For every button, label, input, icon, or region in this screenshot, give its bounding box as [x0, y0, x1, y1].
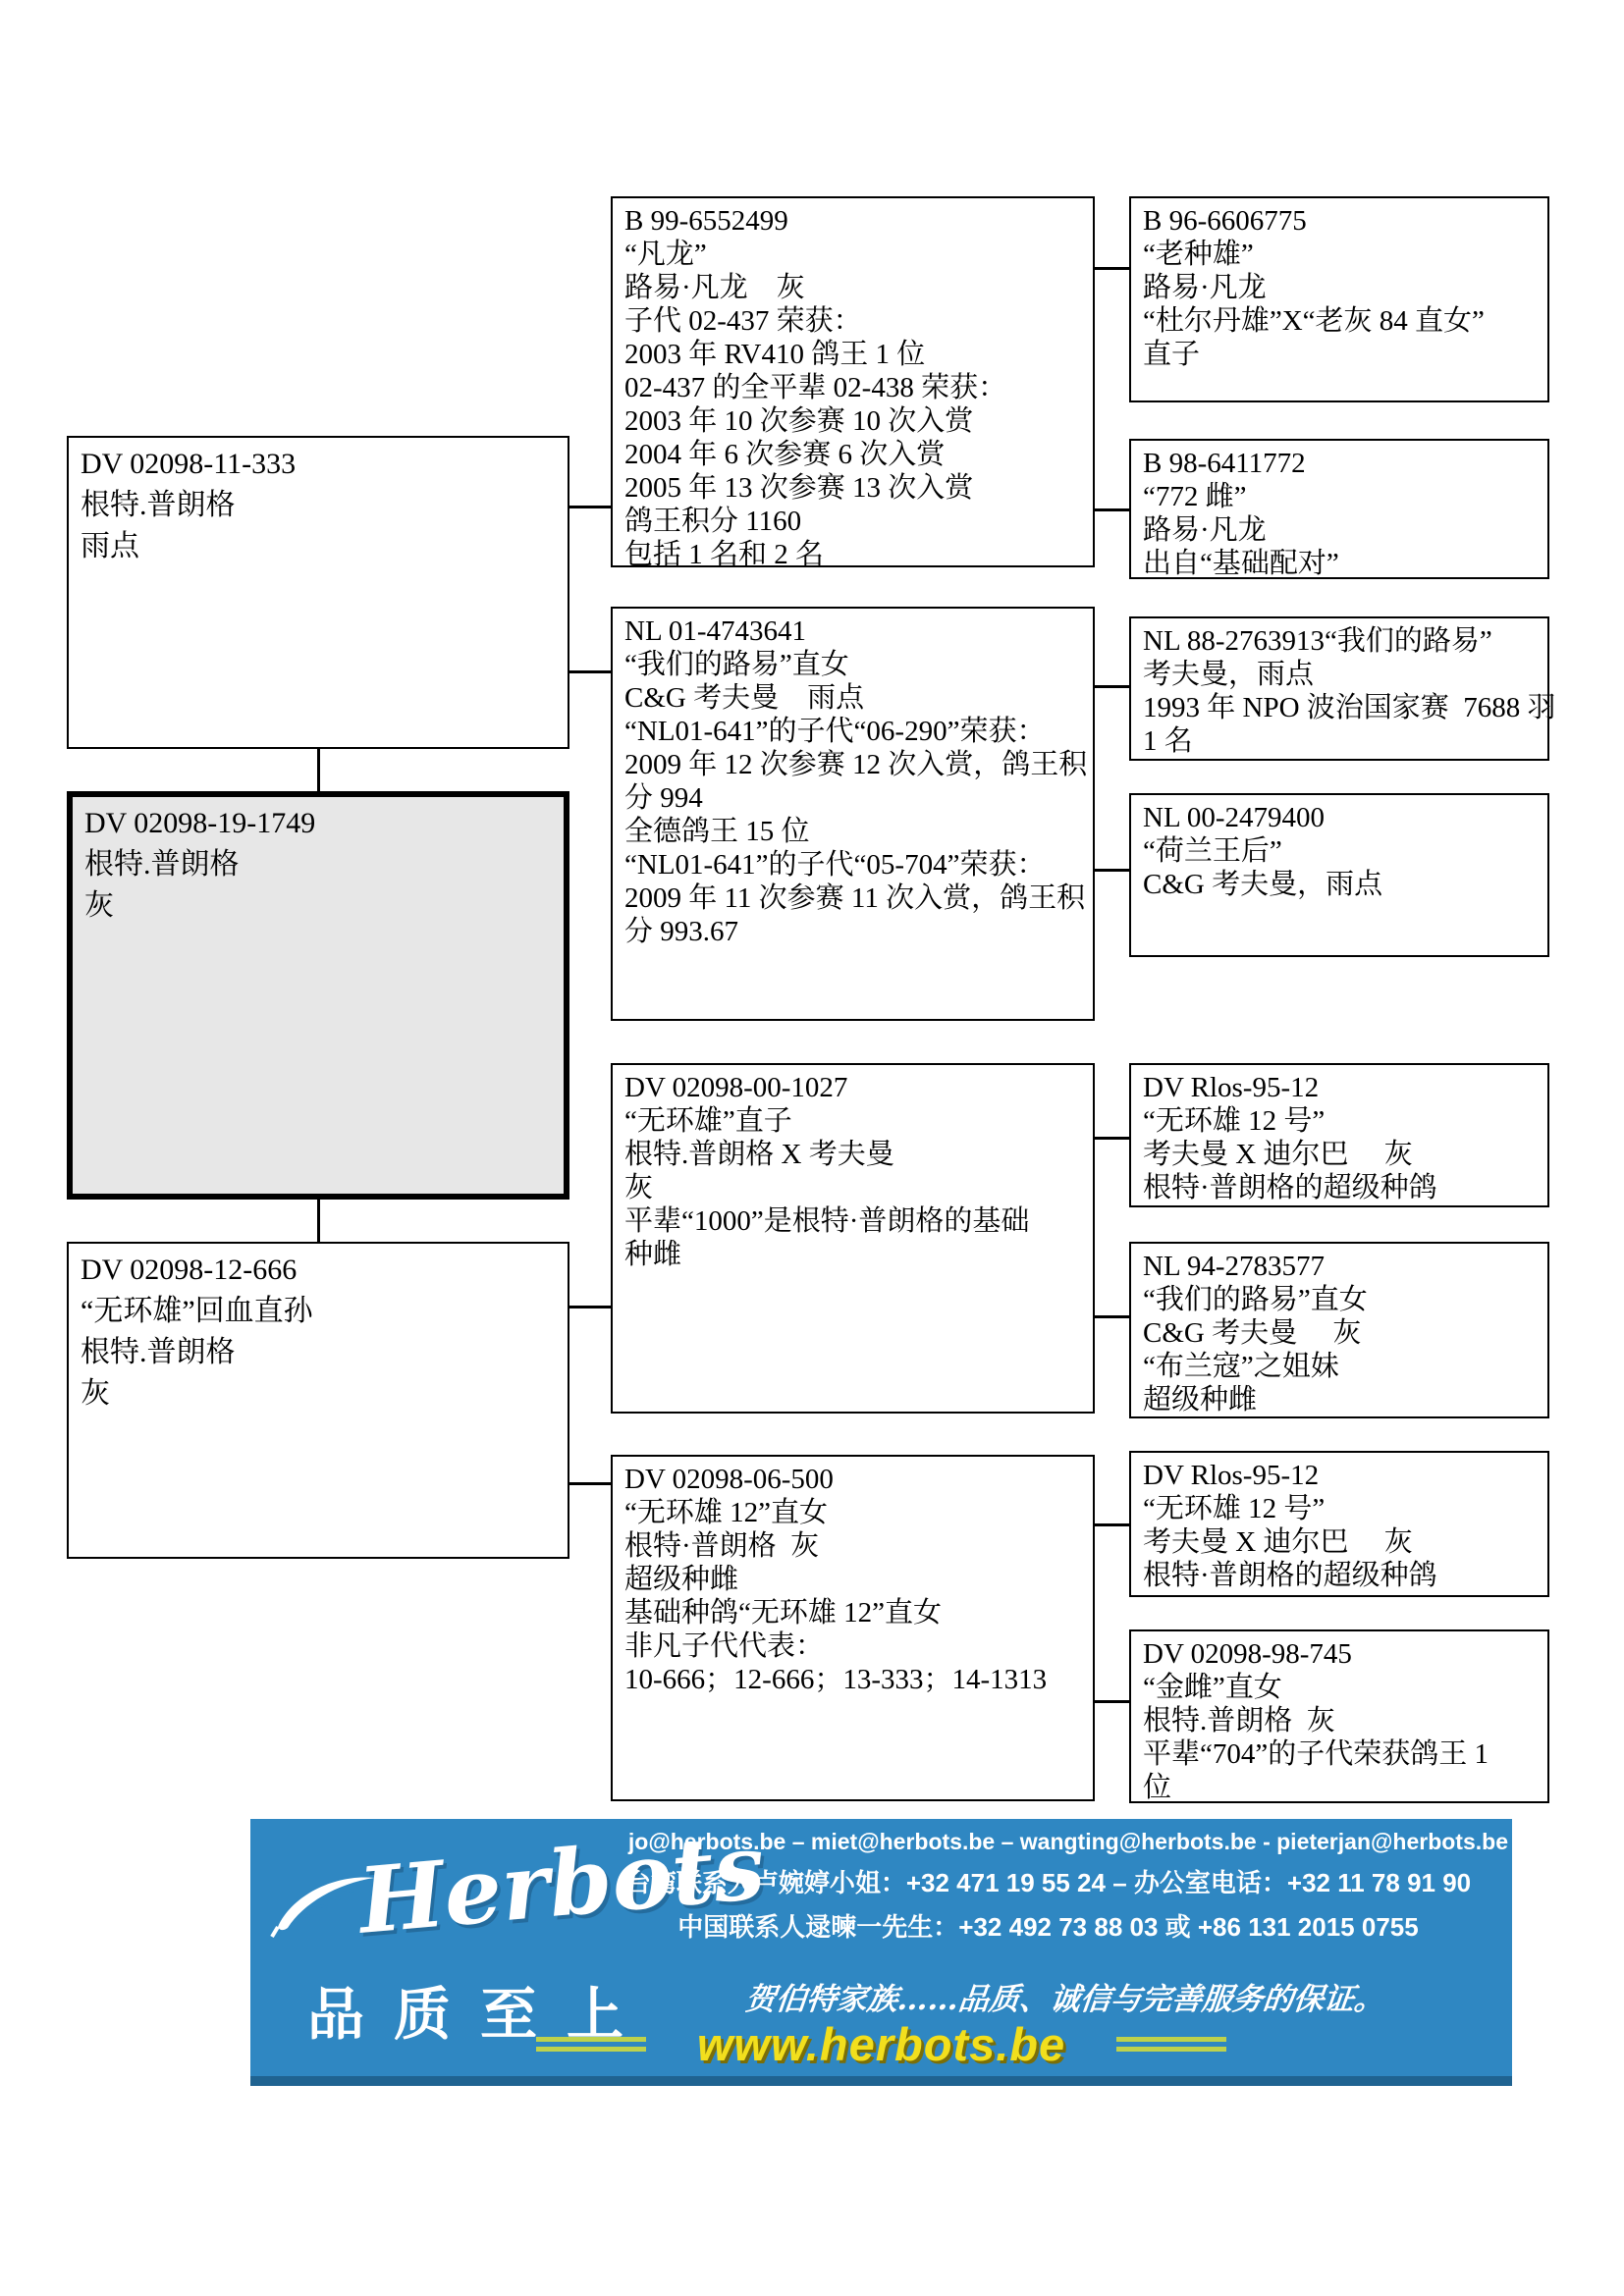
- box-line: 路易·凡龙 灰: [624, 272, 805, 303]
- box-line: 根特·普朗格的超级种鸽: [1143, 1172, 1437, 1203]
- box-line: 分 994: [624, 782, 703, 814]
- box-line: B 96-6606775: [1143, 205, 1307, 237]
- box-line: DV Rlos-95-12: [1143, 1460, 1320, 1491]
- box-line: 非凡子代代表：: [624, 1630, 825, 1662]
- box-paternal-granddam: [611, 607, 1095, 1021]
- connector-line: [1095, 685, 1129, 688]
- box-line: 雨点: [81, 530, 139, 562]
- box-great-grandparent-8: [1129, 1629, 1549, 1803]
- family-slogan: 贺伯特家族……品质、诚信与完善服务的保证。: [743, 1982, 1387, 2017]
- connector-line: [1095, 508, 1129, 511]
- box-line: 2004 年 6 次参赛 6 次入赏: [624, 439, 946, 470]
- website-row: [250, 2017, 1512, 2071]
- box-line: “凡龙”: [624, 239, 707, 270]
- box-line: 1993 年 NPO 波治国家赛 7688 羽: [1143, 692, 1556, 723]
- box-subject: [67, 791, 569, 1200]
- box-line: 根特·普朗格的超级种鸽: [1143, 1560, 1437, 1591]
- box-line: “无环雄 12 号”: [1143, 1105, 1326, 1137]
- box-line: “荷兰王后”: [1143, 835, 1282, 867]
- box-line: 根特.普朗格: [81, 489, 236, 521]
- box-line: 位: [1143, 1772, 1172, 1803]
- box-line: 出自“基础配对”: [1143, 548, 1339, 579]
- box-line: 根特.普朗格 灰: [1143, 1705, 1335, 1736]
- box-line: NL 01-4743641: [624, 615, 806, 647]
- box-great-grandparent-2: [1129, 439, 1549, 579]
- box-maternal-granddam: [611, 1455, 1095, 1801]
- box-line: 鸽王积分 1160: [624, 506, 802, 537]
- connector-line: [1095, 1315, 1129, 1318]
- box-line: 考夫曼 X 迪尔巴 灰: [1143, 1526, 1413, 1558]
- box-line: “无环雄 12 号”: [1143, 1493, 1326, 1524]
- box-line: NL 94-2783577: [1143, 1251, 1325, 1282]
- box-line: “NL01-641”的子代“06-290”荣获：: [624, 716, 1046, 747]
- connector-line: [569, 1306, 611, 1308]
- connector-line: [569, 1482, 611, 1485]
- box-line: 02-437 的全平辈 02-438 荣获：: [624, 372, 1007, 403]
- box-line: 全德鸽王 15 位: [624, 816, 810, 847]
- box-line: C&G 考夫曼 雨点: [624, 682, 865, 714]
- contact-taiwan: 台湾联系人卢婉婷小姐：+32 471 19 55 24 – 办公室电话：+32 11 78 91 90: [624, 1868, 1472, 1897]
- box-line: DV 02098-00-1027: [624, 1072, 848, 1103]
- box-line: 路易·凡龙: [1143, 514, 1267, 546]
- box-line: 平辈“704”的子代荣获鸽王 1: [1143, 1738, 1489, 1770]
- box-line: NL 00-2479400: [1143, 802, 1325, 833]
- box-line: “布兰寇”之姐妹: [1143, 1351, 1339, 1382]
- connector-line: [569, 670, 611, 673]
- box-line: 灰: [624, 1172, 654, 1203]
- box-great-grandparent-7: [1129, 1451, 1549, 1597]
- box-line: 路易·凡龙: [1143, 272, 1267, 303]
- box-dam: [67, 1242, 569, 1559]
- connector-line: [317, 1200, 320, 1242]
- box-line: 直子: [1143, 339, 1201, 370]
- box-line: 基础种鸽“无环雄 12”直女: [624, 1597, 942, 1629]
- connector-line: [1095, 869, 1129, 872]
- box-line: DV Rlos-95-12: [1143, 1072, 1320, 1103]
- box-line: 根特.普朗格 X 考夫曼: [624, 1139, 894, 1170]
- box-line: C&G 考夫曼，雨点: [1143, 869, 1383, 900]
- box-line: DV 02098-12-666: [81, 1254, 298, 1286]
- box-line: “NL01-641”的子代“05-704”荣获：: [624, 849, 1046, 881]
- box-line: “金雌”直女: [1143, 1672, 1282, 1703]
- box-line: “杜尔丹雄”X“老灰 84 直女”: [1143, 305, 1485, 337]
- box-line: 1 名: [1143, 725, 1193, 757]
- box-great-grandparent-4: [1129, 793, 1549, 957]
- box-line: DV 02098-06-500: [624, 1464, 834, 1495]
- website-url: www.herbots.be: [696, 2018, 1066, 2070]
- box-line: DV 02098-11-333: [81, 448, 297, 480]
- box-line: DV 02098-19-1749: [84, 807, 316, 839]
- box-line: 根特.普朗格: [81, 1336, 236, 1368]
- connector-line: [317, 749, 320, 791]
- connector-line: [1095, 1700, 1129, 1703]
- box-line: 分 993.67: [624, 916, 739, 947]
- contact-emails: jo@herbots.be – miet@herbots.be – wangting@herbots.be - pieterjan@herbots.be: [627, 1829, 1508, 1854]
- box-line: B 98-6411772: [1143, 448, 1306, 479]
- box-line: 2003 年 10 次参赛 10 次入赏: [624, 405, 974, 437]
- herbots-banner: [250, 1813, 1512, 2086]
- box-line: “我们的路易”直女: [1143, 1284, 1368, 1315]
- decorative-line: [1116, 2037, 1226, 2052]
- connector-line: [1095, 1523, 1129, 1526]
- box-line: 2009 年 11 次参赛 11 次入赏，鸽王积: [624, 882, 1086, 914]
- box-great-grandparent-3: [1129, 616, 1556, 761]
- box-maternal-grandsire: [611, 1063, 1095, 1414]
- box-line: 10-666；12-666；13-333；14-1313: [624, 1664, 1048, 1695]
- box-line: “无环雄”直子: [624, 1105, 792, 1137]
- box-line: C&G 考夫曼 灰: [1143, 1317, 1362, 1349]
- box-great-grandparent-6: [1129, 1242, 1549, 1418]
- box-line: 2005 年 13 次参赛 13 次入赏: [624, 472, 974, 504]
- contact-china: 中国联系人逯暕一先生：+32 492 73 88 03 或 +86 131 2015 0755: [677, 1912, 1419, 1942]
- box-line: NL 88-2763913“我们的路易”: [1143, 625, 1492, 657]
- box-line: “无环雄 12”直女: [624, 1497, 828, 1528]
- box-line: “772 雌”: [1143, 481, 1247, 512]
- box-great-grandparent-1: [1129, 196, 1549, 402]
- box-line: DV 02098-98-745: [1143, 1638, 1352, 1670]
- box-sire: [67, 436, 569, 749]
- connector-line: [1095, 267, 1129, 270]
- brand-slogan-cn: 品质至上: [307, 1981, 654, 2048]
- box-line: 超级种雌: [1143, 1384, 1258, 1415]
- box-line: “无环雄”回血直孙: [81, 1295, 313, 1327]
- box-line: 2003 年 RV410 鸽王 1 位: [624, 339, 926, 370]
- box-line: 考夫曼 X 迪尔巴 灰: [1143, 1139, 1413, 1170]
- box-paternal-grandsire: [611, 196, 1095, 570]
- box-line: 灰: [84, 889, 114, 922]
- box-line: “我们的路易”直女: [624, 649, 849, 680]
- brand-name: Herbots: [354, 1813, 769, 1954]
- connector-line: [569, 506, 611, 508]
- box-line: 包括 1 名和 2 名: [624, 539, 825, 570]
- box-line: B 99-6552499: [624, 205, 788, 237]
- box-line: 超级种雌: [624, 1564, 739, 1595]
- box-great-grandparent-5: [1129, 1063, 1549, 1207]
- box-line: 平辈“1000”是根特·普朗格的基础: [624, 1205, 1030, 1237]
- box-line: 子代 02-437 荣获：: [624, 305, 862, 337]
- box-line: “老种雄”: [1143, 239, 1254, 270]
- contact-block: [584, 1829, 1512, 1944]
- box-line: 2009 年 12 次参赛 12 次入赏，鸽王积: [624, 749, 1088, 780]
- box-line: 灰: [81, 1377, 110, 1410]
- box-line: 考夫曼，雨点: [1143, 659, 1315, 690]
- box-line: 根特.普朗格: [84, 848, 240, 881]
- connector-line: [1095, 1137, 1129, 1140]
- box-line: 种雌: [624, 1239, 682, 1270]
- decorative-line: [536, 2037, 646, 2052]
- box-line: 根特·普朗格 灰: [624, 1530, 820, 1562]
